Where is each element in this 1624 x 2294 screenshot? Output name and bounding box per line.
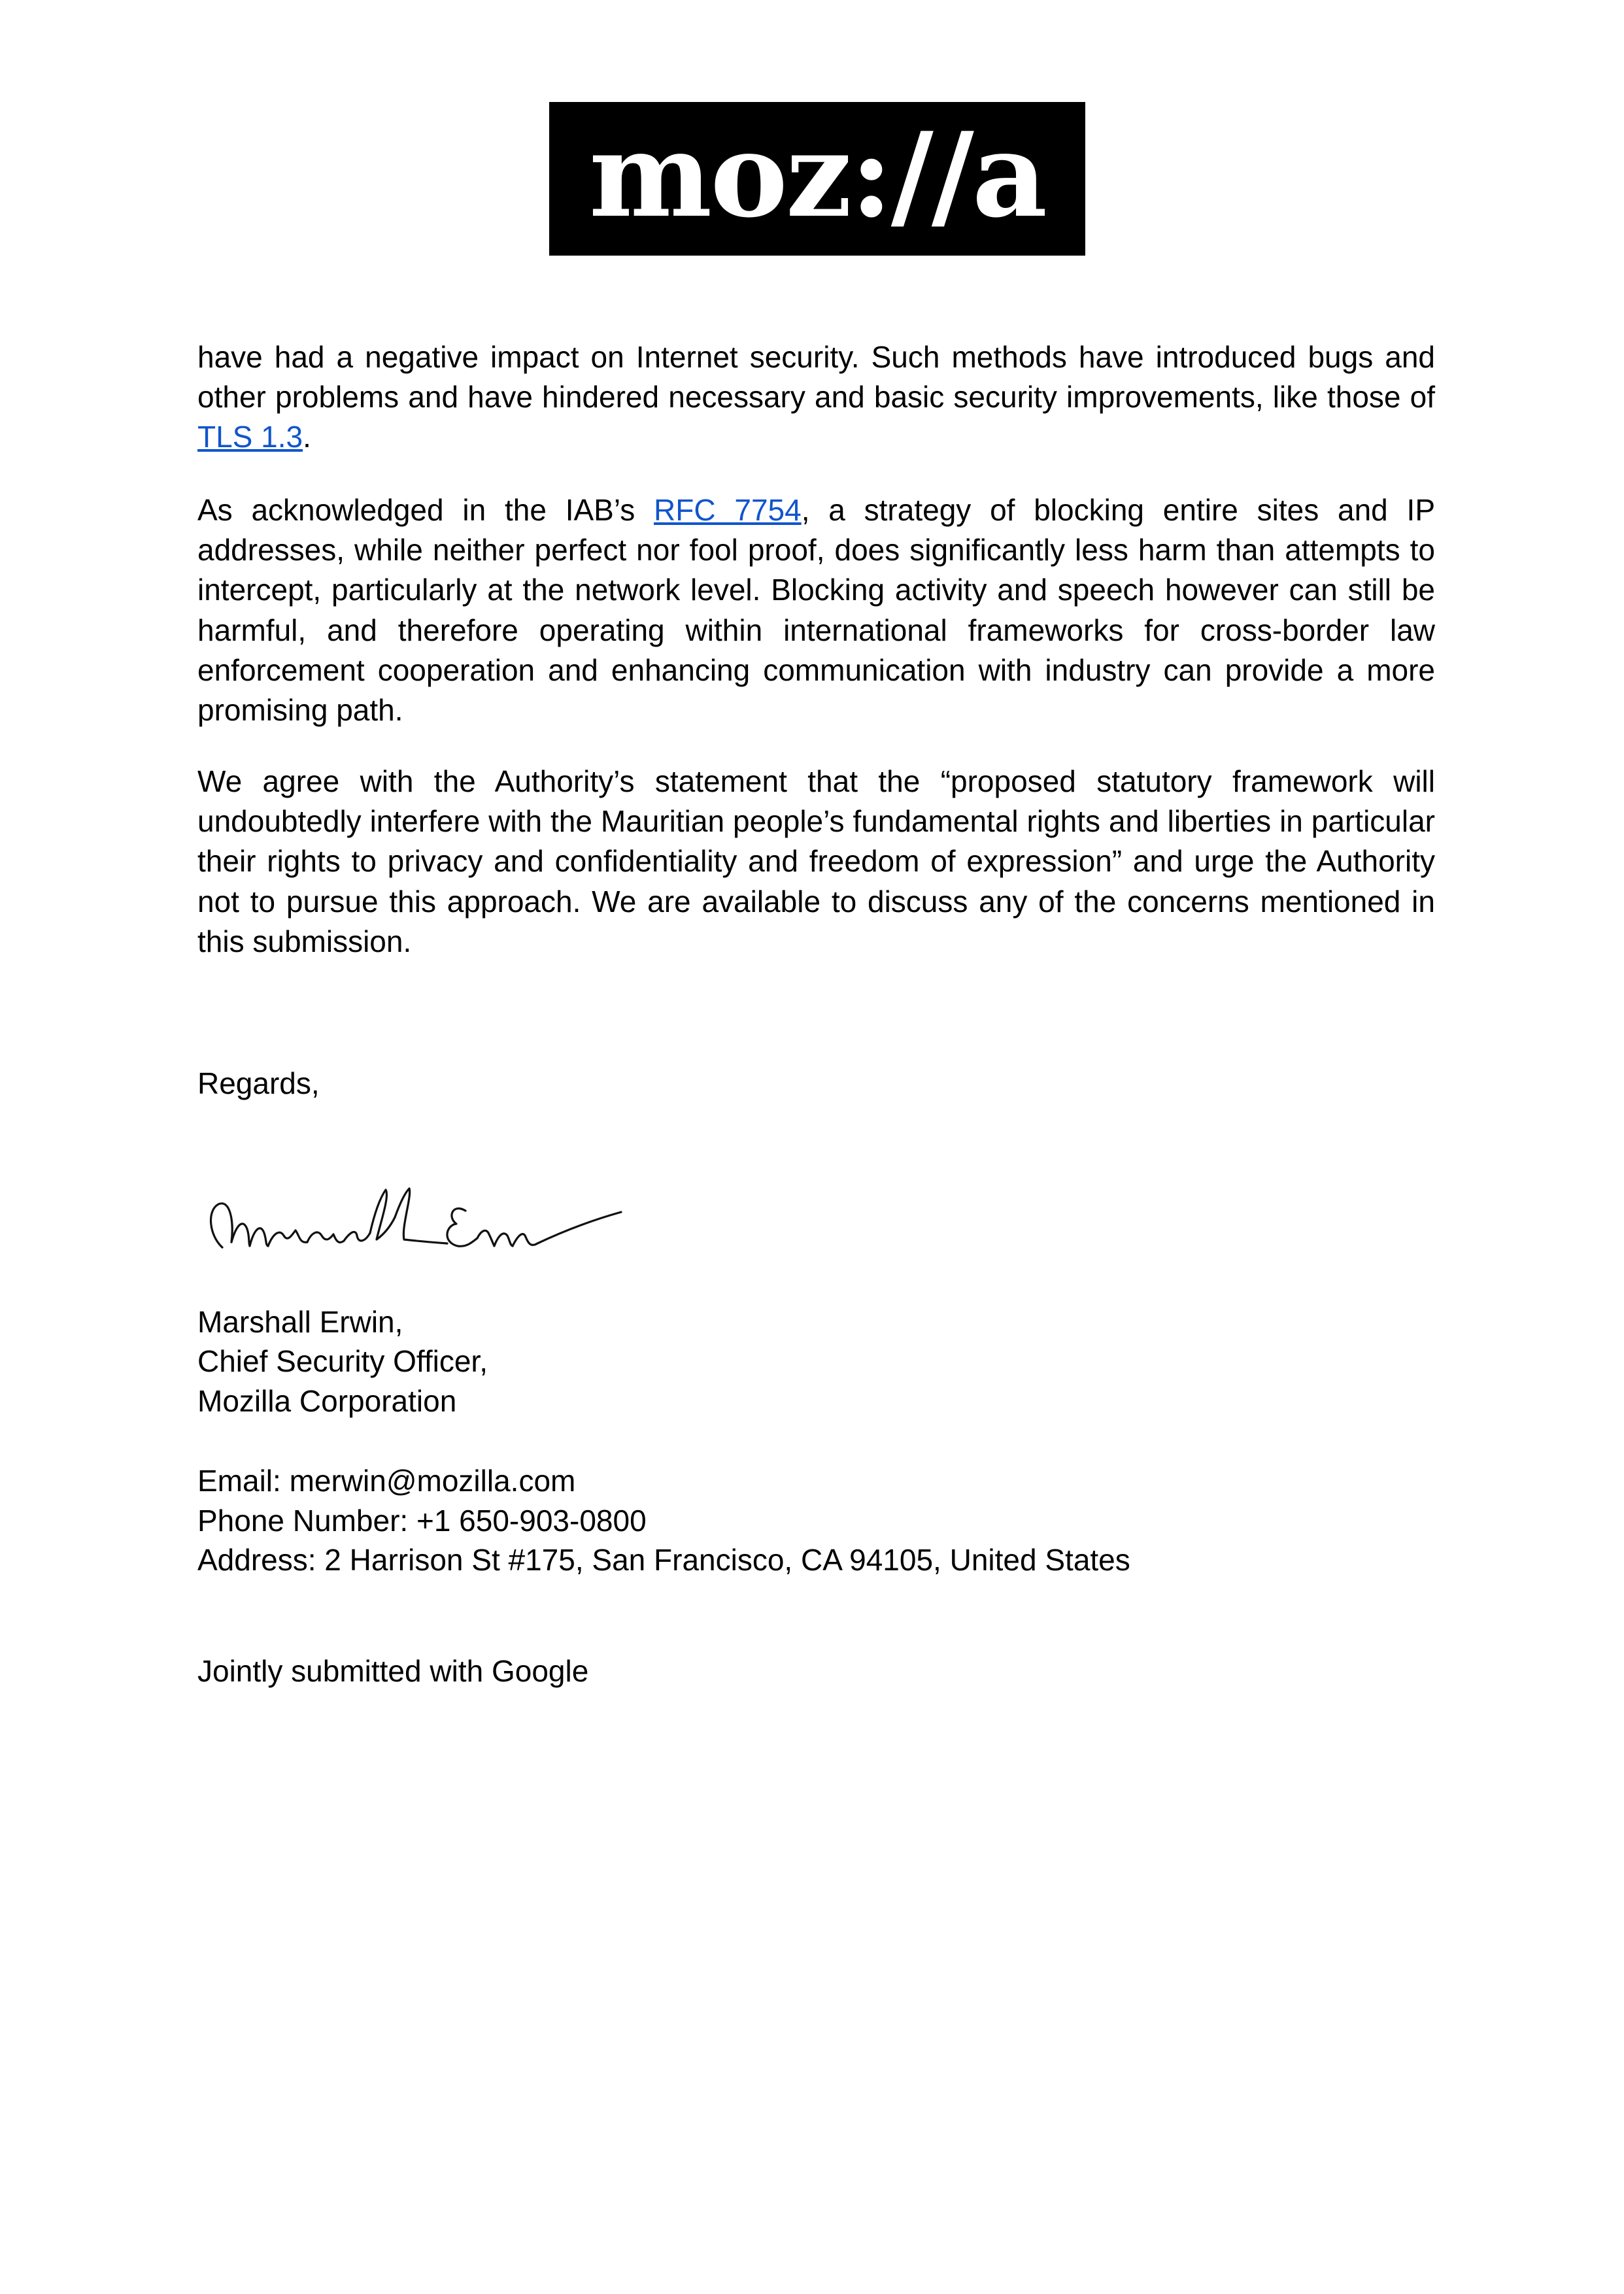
paragraph-1-text: have had a negative impact on Internet security. Such methods have introduced bugs and other problems and have hindered necessary and basic security improvements, like those of bbox=[197, 340, 1435, 414]
tls-link[interactable]: TLS 1.3 bbox=[197, 420, 303, 454]
contact-phone: Phone Number: +1 650-903-0800 bbox=[197, 1504, 647, 1538]
paragraph-1 bbox=[197, 337, 1435, 458]
salutation: Regards, bbox=[197, 1066, 320, 1100]
signer-organization: Mozilla Corporation bbox=[197, 1384, 457, 1418]
paragraph-2-text: , a strategy of blocking entire sites and IP addresses, while neither perfect nor fool proof, does significantly less harm than attempts to intercept, particularly at the network level. Blocking activity and speech however can still be harmful, and therefore operating within international frameworks for cross-border law enforcement cooperation and enhancing communication with industry can provide a more promising path. bbox=[197, 493, 1436, 728]
contact-address: Address: 2 Harrison St #175, San Francisco, CA 94105, United States bbox=[197, 1543, 1130, 1577]
logo-text: moz://a bbox=[588, 106, 1046, 243]
signer-name: Marshall Erwin, bbox=[197, 1305, 403, 1339]
paragraph-3: We agree with the Authority’s statement that the “proposed statutory framework will undoubtedly interfere with the Mauritian people’s fundamental rights and liberties in particular their rights to privacy and confidentiality and freedom of expression” and urge the Authority not to pursue this approach. We are available to discuss any of the concerns mentioned in this submission. bbox=[197, 764, 1435, 958]
contact-email: Email: merwin@mozilla.com bbox=[197, 1464, 576, 1498]
paragraph-1-end: . bbox=[303, 420, 311, 454]
joint-submission-note: Jointly submitted with Google bbox=[197, 1654, 589, 1688]
signer-title: Chief Security Officer, bbox=[197, 1344, 488, 1378]
rfc-link[interactable]: RFC 7754 bbox=[654, 493, 802, 527]
paragraph-2-start: As acknowledged in the IAB’s bbox=[197, 493, 654, 527]
mozilla-logo bbox=[549, 102, 1085, 256]
signature-image bbox=[196, 1170, 641, 1281]
paragraph-2 bbox=[197, 490, 1435, 730]
